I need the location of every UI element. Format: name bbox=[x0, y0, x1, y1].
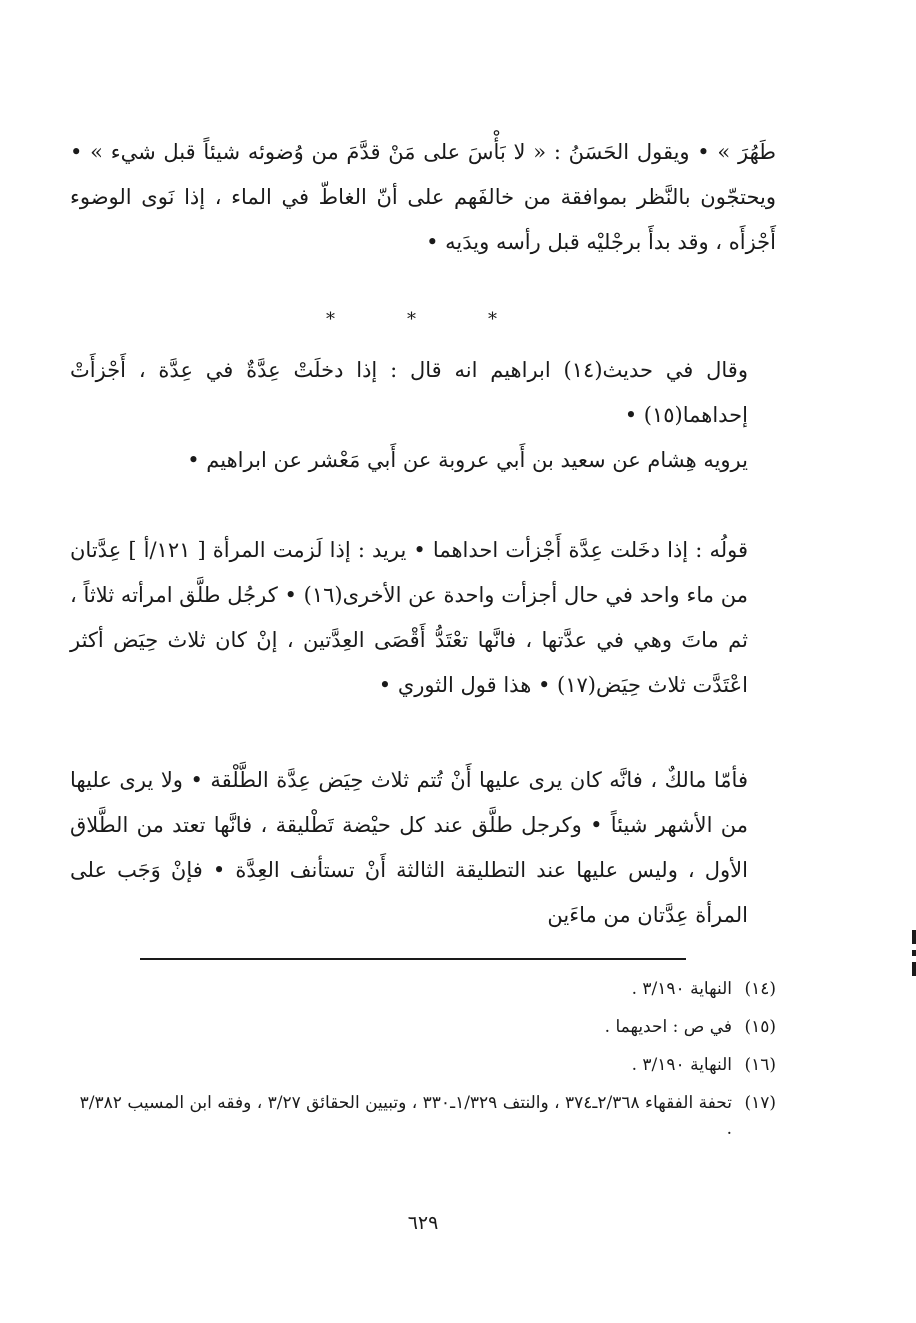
footnote-text: في ص : احديهما . bbox=[604, 1017, 732, 1037]
star-icon: * bbox=[407, 309, 416, 330]
paragraph-4: قولُه : إذا دخَلت عِدَّة أَجْزأت احداهما • يريد : إذا لَزمت المرأة [ ١٢١/أ ] عِدَّتان من ماء واحد في حال أجزأت واحدة عن الأخرى(١٦) • كرجُل طلَّق امرأته ثلاثاً ، ثم ماتَ وهي في عدَّتها ، فانَّها تعْتَدُّ أَقْصَى العِدَّتين ، إنْ كان ثلاث حِيَض أكثر اعْتَدَّت ثلاث حِيَض(١٧) • هذا قول الثوري • bbox=[70, 538, 748, 697]
paragraph-5: فأمّا مالكٌ ، فانَّه كان يرى عليها أَنْ تُتم ثلاث حِيَض عِدَّة الطَّلْقة • ولا يرى عليها من الأشهر شيئاً • وكرجل طلَّق عند كل حيْضة تَطْليقة ، فانَّها تعتد من الطَّلاق الأول ، وليس عليها عند التطليقة الثالثة أَنْ تستأنف العِدَّة • فإنْ وَجَب على المرأة عِدَّتان من ماءَين bbox=[70, 768, 748, 927]
footnote-number: (١٥) bbox=[744, 1017, 776, 1037]
footnote-number: (١٤) bbox=[744, 979, 776, 999]
footnote-separator bbox=[140, 958, 686, 960]
footnote-number: (١٧) bbox=[744, 1093, 776, 1113]
footnotes bbox=[70, 976, 776, 1142]
section-divider-stars bbox=[70, 308, 776, 332]
footnote bbox=[70, 976, 776, 1002]
scan-edge-mark bbox=[911, 930, 916, 978]
footnote bbox=[70, 1052, 776, 1078]
page-number: ٦٢٩ bbox=[407, 1212, 439, 1234]
footnote bbox=[70, 1014, 776, 1040]
paragraph-3: يرويه هِشام عن سعيد بن أَبي عروبة عن أَبي مَعْشر عن ابراهيم • bbox=[187, 448, 748, 472]
paragraph-2: وقال في حديث(١٤) ابراهيم انه قال : إذا دخلَتْ عِدَّةٌ في عِدَّة ، أَجْزأَتْ إحداهما(١٥) • bbox=[70, 358, 748, 427]
star-icon: * bbox=[488, 309, 497, 330]
document-page bbox=[70, 130, 776, 1280]
star-icon: * bbox=[326, 309, 335, 330]
footnote bbox=[70, 1090, 776, 1142]
paragraph-1: طَهُرَ » • ويقول الحَسَنُ : « لا بَأْسَ على مَنْ قدَّمَ من وُضوئه شيئاً قبل شيء » • ويحتجّون بالنَّظر بموافقة من خالفَهم على أنّ الغاطّ في الماء ، إذا نَوى الوضوء أَجْزأَه ، وقد بدأَ برجْليْه قبل رأسه ويدَيه • bbox=[70, 140, 776, 254]
footnote-text: تحفة الفقهاء ٢/٣٦٨ـ٣٧٤ ، والنتف ١/٣٢٩ـ٣٣٠ ، وتبيين الحقائق ٣/٢٧ ، وفقه ابن المسيب ٣/٣٨٢ . bbox=[79, 1093, 732, 1139]
footnote-number: (١٦) bbox=[744, 1055, 776, 1075]
footnote-text: النهاية ٣/١٩٠ . bbox=[631, 979, 732, 999]
footnote-text: النهاية ٣/١٩٠ . bbox=[631, 1055, 732, 1075]
